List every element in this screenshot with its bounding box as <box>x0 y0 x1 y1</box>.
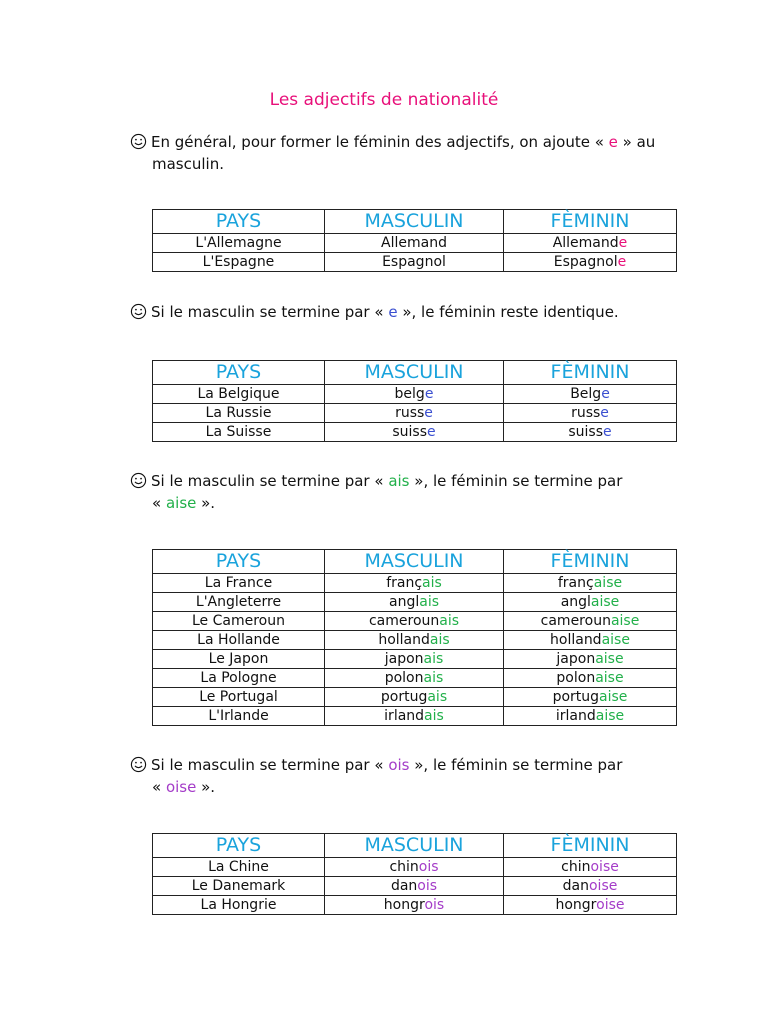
cell-pays: La Belgique <box>153 385 325 404</box>
table-row <box>153 612 677 631</box>
smiley-icon <box>130 472 147 489</box>
cell-masculin: Espagnol <box>325 253 504 272</box>
table-row <box>153 631 677 650</box>
rule-text: », le féminin reste identique. <box>397 303 619 321</box>
cell-feminin: irlandaise <box>504 707 677 726</box>
table-row <box>153 593 677 612</box>
table-row <box>153 234 677 253</box>
cell-pays: L'Angleterre <box>153 593 325 612</box>
rule-4-line-1 <box>130 754 690 776</box>
cell-feminin: hongroise <box>504 896 677 915</box>
cell-masculin: français <box>325 574 504 593</box>
cell-pays: La Suisse <box>153 423 325 442</box>
cell-masculin: polonais <box>325 669 504 688</box>
table-row <box>153 877 677 896</box>
table-4 <box>152 833 677 915</box>
rule-text: », le féminin se termine par <box>409 472 623 490</box>
smiley-icon <box>130 756 147 773</box>
cell-feminin: Allemande <box>504 234 677 253</box>
rule-text: Si le masculin se termine par « <box>151 472 389 490</box>
rule-highlight: e <box>608 133 618 151</box>
table-header-row <box>153 834 677 858</box>
cell-feminin: japonaise <box>504 650 677 669</box>
table-3 <box>152 549 677 726</box>
rule-highlight: e <box>388 303 398 321</box>
rule-2 <box>130 301 690 323</box>
rule-1 <box>130 131 690 175</box>
header-feminin: FÈMININ <box>504 834 677 858</box>
rule-text: » au <box>617 133 656 151</box>
table-row <box>153 574 677 593</box>
rule-text: masculin. <box>152 155 224 173</box>
cell-masculin: anglais <box>325 593 504 612</box>
cell-feminin: camerounaise <box>504 612 677 631</box>
cell-masculin: hongrois <box>325 896 504 915</box>
cell-masculin: japonais <box>325 650 504 669</box>
rule-highlight: aise <box>165 494 197 512</box>
table-row <box>153 688 677 707</box>
table-row <box>153 253 677 272</box>
rule-text: En général, pour former le féminin des adjectifs, on ajoute « <box>151 133 609 151</box>
table-row <box>153 404 677 423</box>
rule-highlight: ois <box>388 756 410 774</box>
cell-masculin: hollandais <box>325 631 504 650</box>
rule-1-line-1 <box>130 131 690 153</box>
cell-masculin: portugais <box>325 688 504 707</box>
cell-pays: Le Cameroun <box>153 612 325 631</box>
cell-pays: L'Espagne <box>153 253 325 272</box>
cell-feminin: Belge <box>504 385 677 404</box>
cell-masculin: camerounais <box>325 612 504 631</box>
rule-3 <box>130 470 690 514</box>
header-pays: PAYS <box>153 550 325 574</box>
table-header-row <box>153 210 677 234</box>
cell-feminin: russe <box>504 404 677 423</box>
header-feminin: FÈMININ <box>504 361 677 385</box>
cell-masculin: suisse <box>325 423 504 442</box>
cell-feminin: portugaise <box>504 688 677 707</box>
cell-feminin: française <box>504 574 677 593</box>
header-masculin: MASCULIN <box>325 210 504 234</box>
cell-masculin: Allemand <box>325 234 504 253</box>
rule-4 <box>130 754 690 798</box>
header-feminin: FÈMININ <box>504 210 677 234</box>
rule-4-line-2: « oise ». <box>152 778 216 796</box>
page-title: Les adjectifs de nationalité <box>269 90 499 110</box>
header-masculin: MASCULIN <box>325 361 504 385</box>
rule-3-line-2: « aise ». <box>152 494 216 512</box>
cell-pays: La Chine <box>153 858 325 877</box>
header-masculin: MASCULIN <box>325 834 504 858</box>
table-header-row <box>153 361 677 385</box>
cell-pays: La Russie <box>153 404 325 423</box>
cell-feminin: polonaise <box>504 669 677 688</box>
rule-highlight: oise <box>165 778 197 796</box>
table-row <box>153 385 677 404</box>
cell-masculin: russe <box>325 404 504 423</box>
rule-3-line-1 <box>130 470 690 492</box>
cell-pays: L'Allemagne <box>153 234 325 253</box>
table-1 <box>152 209 677 272</box>
rule-highlight: ais <box>388 472 410 490</box>
cell-pays: La France <box>153 574 325 593</box>
cell-pays: La Hollande <box>153 631 325 650</box>
header-pays: PAYS <box>153 361 325 385</box>
cell-pays: L'Irlande <box>153 707 325 726</box>
table-row <box>153 669 677 688</box>
rule-text: Si le masculin se termine par « <box>151 756 389 774</box>
cell-masculin: chinois <box>325 858 504 877</box>
cell-feminin: suisse <box>504 423 677 442</box>
cell-feminin: Espagnole <box>504 253 677 272</box>
header-masculin: MASCULIN <box>325 550 504 574</box>
table-row <box>153 707 677 726</box>
table-row <box>153 650 677 669</box>
cell-pays: La Hongrie <box>153 896 325 915</box>
cell-feminin: chinoise <box>504 858 677 877</box>
table-row <box>153 896 677 915</box>
cell-feminin: danoise <box>504 877 677 896</box>
cell-masculin: belge <box>325 385 504 404</box>
header-feminin: FÈMININ <box>504 550 677 574</box>
cell-feminin: anglaise <box>504 593 677 612</box>
table-header-row <box>153 550 677 574</box>
cell-pays: Le Danemark <box>153 877 325 896</box>
rule-2-line-1 <box>130 301 690 323</box>
cell-feminin: hollandaise <box>504 631 677 650</box>
rule-1-line-2 <box>130 153 690 175</box>
table-2 <box>152 360 677 442</box>
smiley-icon <box>130 133 147 150</box>
cell-pays: Le Portugal <box>153 688 325 707</box>
smiley-icon <box>130 303 147 320</box>
cell-pays: Le Japon <box>153 650 325 669</box>
header-pays: PAYS <box>153 210 325 234</box>
header-pays: PAYS <box>153 834 325 858</box>
table-row <box>153 858 677 877</box>
cell-pays: La Pologne <box>153 669 325 688</box>
cell-masculin: irlandais <box>325 707 504 726</box>
table-row <box>153 423 677 442</box>
rule-text: Si le masculin se termine par « <box>151 303 389 321</box>
cell-masculin: danois <box>325 877 504 896</box>
rule-text: », le féminin se termine par <box>409 756 623 774</box>
